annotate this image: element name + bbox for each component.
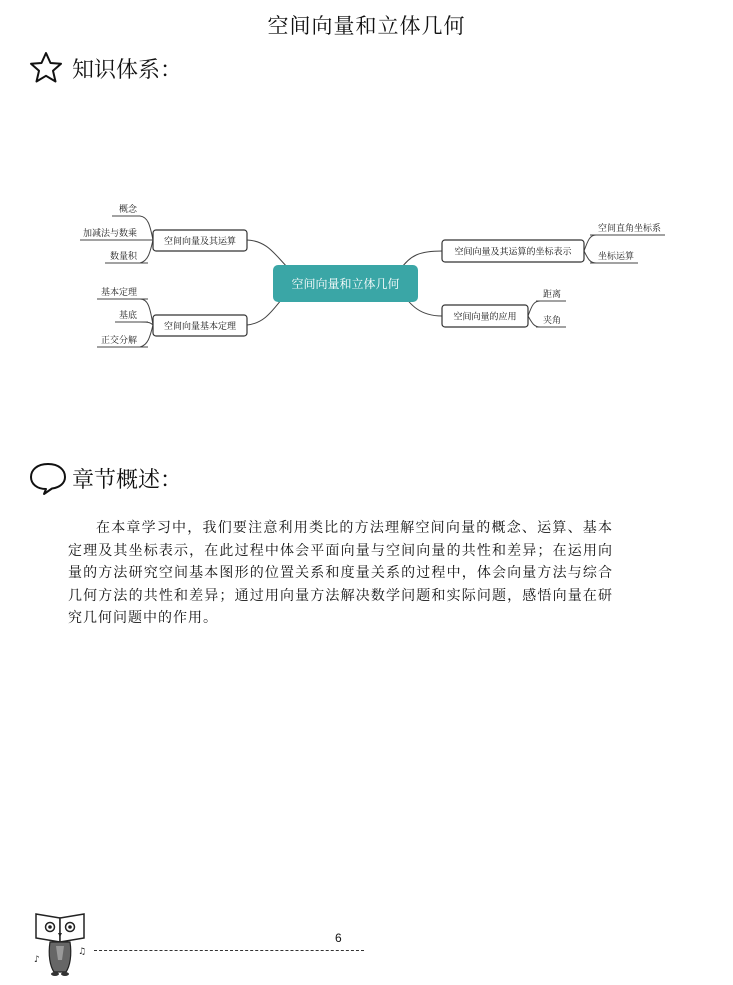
mindmap-center-label: 空间向量和立体几何 (291, 277, 400, 291)
mindmap-branch-label: 空间向量及其运算 (163, 237, 237, 247)
chapter-overview-paragraph: 在本章学习中，我们要注意利用类比的方法理解空间向量的概念、运算、基本定理及其坐标表示，在此过程中体会平面向量与空间向量的共性和差异；在运用向量的方法研究空间基本图形的位置关系和度量关系的过程中，体会向量方法与综合几何方法的共性和差异；通过用向量方法解决数学问题和实际问题，感悟向量在研究几何问题中的作用。 (68, 520, 613, 627)
svg-text:♫: ♫ (78, 947, 87, 957)
knowledge-section-heading (28, 50, 182, 86)
mindmap-leaf: 基底 (118, 311, 137, 321)
page-title: 空间向量和立体几何 (267, 14, 466, 38)
footer-divider (94, 950, 364, 951)
mind-map (0, 195, 733, 365)
star-icon (28, 50, 68, 86)
overview-section-heading (28, 460, 182, 496)
mindmap-branch-label: 空间向量基本定理 (163, 322, 237, 332)
mindmap-leaf: 距离 (543, 290, 562, 300)
mindmap-leaf: 基本定理 (100, 288, 137, 298)
mindmap-branch-label: 空间向量及其运算的坐标表示 (454, 247, 572, 258)
mindmap-leaf: 数量积 (109, 252, 137, 262)
svg-text:♪: ♪ (34, 955, 40, 965)
owl-reading-book-icon (32, 910, 90, 978)
knowledge-heading-text: 知识体系： (72, 57, 183, 83)
mindmap-leaf: 加减法与数乘 (82, 229, 137, 239)
page-number: 6 (335, 931, 342, 945)
overview-heading-text: 章节概述： (72, 467, 183, 493)
mindmap-branch-label: 空间向量的应用 (453, 312, 517, 323)
mindmap-leaf: 空间直角坐标系 (598, 224, 662, 234)
mindmap-leaf: 正交分解 (100, 336, 137, 346)
speech-bubble-icon (28, 460, 68, 496)
mindmap-leaf: 概念 (118, 205, 137, 215)
mindmap-leaf: 夹角 (543, 316, 562, 326)
mindmap-leaf: 坐标运算 (598, 252, 635, 262)
